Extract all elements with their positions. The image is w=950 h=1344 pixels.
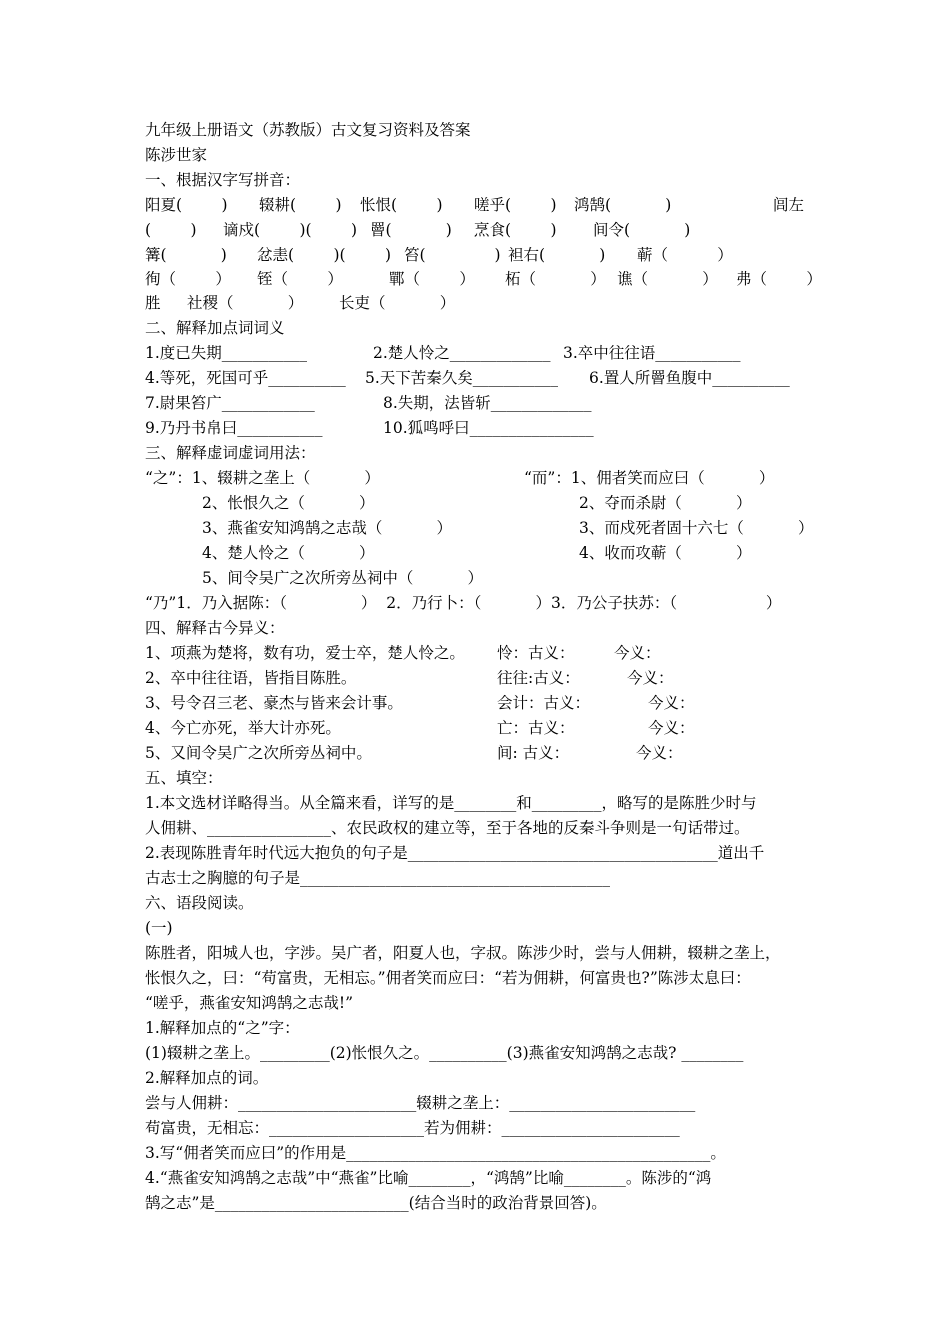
- passage-line: 怅恨久之，曰：“苟富贵，无相忘。”佣者笑而应曰：“若为佣耕，何富贵也?”陈涉太息曰：: [145, 969, 751, 987]
- nai-line: “乃”1．乃入据陈：（ ） 2．乃行卜：（ ）3．乃公子扶苏：（ ）: [145, 594, 782, 612]
- question-item: 10.狐鸣呼曰________________: [383, 419, 594, 437]
- question-item: 6.置人所罾鱼腹中__________: [589, 369, 790, 387]
- pinyin-item: 徇（ ）: [145, 270, 231, 288]
- question-item: 8.失期，法皆斩_____________: [383, 394, 592, 412]
- pinyin-item: 鄲（ ）: [389, 270, 475, 288]
- sentence: 2、卒中往往语，皆指目陈胜。: [145, 669, 357, 687]
- section1-heading: 一、根据汉字写拼音：: [145, 171, 301, 189]
- pinyin-item: 忿恚( )( ): [257, 246, 392, 264]
- jin-yi-label: 今义：: [648, 694, 695, 712]
- pinyin-item: 鸿鹄( ): [574, 196, 672, 214]
- fill-line: 2.表现陈胜青年时代远大抱负的句子是________________________________________道出千: [145, 844, 765, 862]
- question-line: 尝与人佣耕：_______________________辍耕之垄上：________________________: [145, 1094, 696, 1112]
- er-item: 4、收而攻蕲（ ）: [579, 544, 752, 562]
- pinyin-item: 胜: [145, 294, 161, 312]
- fill-line: 1.本文选材详略得当。从全篇来看，详写的是________和_________，略写的是陈胜少时与: [145, 794, 757, 812]
- section3-heading: 三、解释虚词虚词用法：: [145, 444, 316, 462]
- subsection-label: (一): [145, 919, 173, 937]
- zhi-item: 2、怅恨久之（ ）: [202, 494, 375, 512]
- fill-line: 古志士之胸臆的句子是________________________________________: [145, 869, 611, 887]
- question-item: 4.等死，死国可乎__________: [145, 369, 346, 387]
- jin-yi-label: 今义：: [636, 744, 683, 762]
- question-item: 9.乃丹书帛曰___________: [145, 419, 323, 437]
- pinyin-item: 烹食( ): [474, 221, 557, 239]
- pinyin-item: 谯（ ）: [617, 270, 718, 288]
- sentence: 4、今亡亦死，举大计亦死。: [145, 719, 341, 737]
- pinyin-item: 弗（ ）: [736, 270, 822, 288]
- question-line: 3.写“佣者笑而应曰”的作用是_______________________________________________。: [145, 1144, 726, 1162]
- pinyin-item: 间令( ): [593, 221, 691, 239]
- jin-yi-label: 今义：: [627, 669, 674, 687]
- pinyin-item: 罾( ): [370, 221, 452, 239]
- sentence: 5、又间令吴广之次所旁丛祠中。: [145, 744, 372, 762]
- section2-heading: 二、解释加点词词义: [145, 319, 285, 337]
- pinyin-item: 阳夏( ): [145, 196, 228, 214]
- zhi-item: 3、燕雀安知鸿鹄之志哉（ ）: [202, 519, 453, 537]
- gu-yi-label: 会计：古义：: [497, 694, 591, 712]
- pinyin-item: 笞( ): [404, 246, 501, 264]
- section4-heading: 四、解释古今异义：: [145, 619, 285, 637]
- pinyin-item: 辍耕( ): [259, 196, 342, 214]
- gu-yi-label: 间: 古义：: [497, 744, 570, 762]
- lesson-title: 陈涉世家: [145, 146, 208, 164]
- pinyin-item: ( ): [145, 221, 197, 239]
- section5-heading: 五、填空：: [145, 769, 223, 787]
- passage-line: “嗟乎，燕雀安知鸿鹄之志哉!”: [145, 994, 354, 1012]
- pinyin-item: 篝( ): [145, 246, 227, 264]
- pinyin-item: 蕲（ ）: [637, 246, 733, 264]
- question-item: 1.度已失期___________: [145, 344, 308, 362]
- question-item: 2.楚人怜之_____________: [373, 344, 551, 362]
- gu-yi-label: 怜：古义：: [497, 644, 575, 662]
- pinyin-item: 铚（ ）: [257, 270, 343, 288]
- section6-heading: 六、语段阅读。: [145, 894, 254, 912]
- question-item: 7.尉果笞广____________: [145, 394, 315, 412]
- sentence: 3、号令召三老、豪杰与皆来会计事。: [145, 694, 403, 712]
- document-title: 九年级上册语文（苏教版）古文复习资料及答案: [145, 121, 471, 139]
- zhi-item: 5、间令吴广之次所旁丛祠中（ ）: [202, 569, 484, 587]
- sentence: 1、项燕为楚将，数有功，爱士卒，楚人怜之。: [145, 644, 465, 662]
- question-line: 4.“燕雀安知鸿鹄之志哉”中“燕雀”比喻________，“鸿鹄”比喻________。陈涉的“鸿: [145, 1169, 712, 1187]
- pinyin-item: 袒右( ): [508, 246, 606, 264]
- question-line: 1.解释加点的“之”字：: [145, 1019, 300, 1037]
- pinyin-item: 柘（ ）: [505, 270, 606, 288]
- question-item: 3.卒中往往语___________: [563, 344, 741, 362]
- fill-line: 人佣耕、________________、农民政权的建立等，至于各地的反秦斗争则是一句话带过。: [145, 819, 750, 837]
- question-item: 5.天下苦秦久矣___________: [365, 369, 559, 387]
- er-item: “而”：1、佣者笑而应曰（ ）: [524, 469, 775, 487]
- question-line: 苟富贵，无相忘：____________________若为佣耕：_______________________: [145, 1119, 680, 1137]
- jin-yi-label: 今义：: [614, 644, 661, 662]
- gu-yi-label: 往往:古义：: [497, 669, 580, 687]
- zhi-item: “之”：1、辍耕之垄上（ ）: [145, 469, 380, 487]
- passage-line: 陈胜者，阳城人也，字涉。吴广者，阳夏人也，字叔。陈涉少时，尝与人佣耕，辍耕之垄上，: [145, 944, 781, 962]
- question-line: (1)辍耕之垄上。_________(2)怅恨久之。__________(3)燕雀安知鸿鹄之志哉? ________: [145, 1044, 744, 1062]
- pinyin-item: 谪戍( )( ): [223, 221, 358, 239]
- zhi-item: 4、楚人怜之（ ）: [202, 544, 375, 562]
- jin-yi-label: 今义：: [648, 719, 695, 737]
- pinyin-item: 怅恨( ): [360, 196, 443, 214]
- pinyin-item: 嗟乎( ): [474, 196, 557, 214]
- pinyin-item: 长吏（ ）: [339, 294, 456, 312]
- er-item: 2、夺而杀尉（ ）: [579, 494, 752, 512]
- gu-yi-label: 亡：古义：: [497, 719, 575, 737]
- er-item: 3、而戍死者固十六七（ ）: [579, 519, 814, 537]
- pinyin-item: 社稷（ ）: [187, 294, 304, 312]
- question-line: 2.解释加点的词。: [145, 1069, 269, 1087]
- question-line: 鹄之志”是_________________________(结合当时的政治背景回答)。: [145, 1194, 607, 1212]
- pinyin-item: 闾左: [773, 196, 805, 214]
